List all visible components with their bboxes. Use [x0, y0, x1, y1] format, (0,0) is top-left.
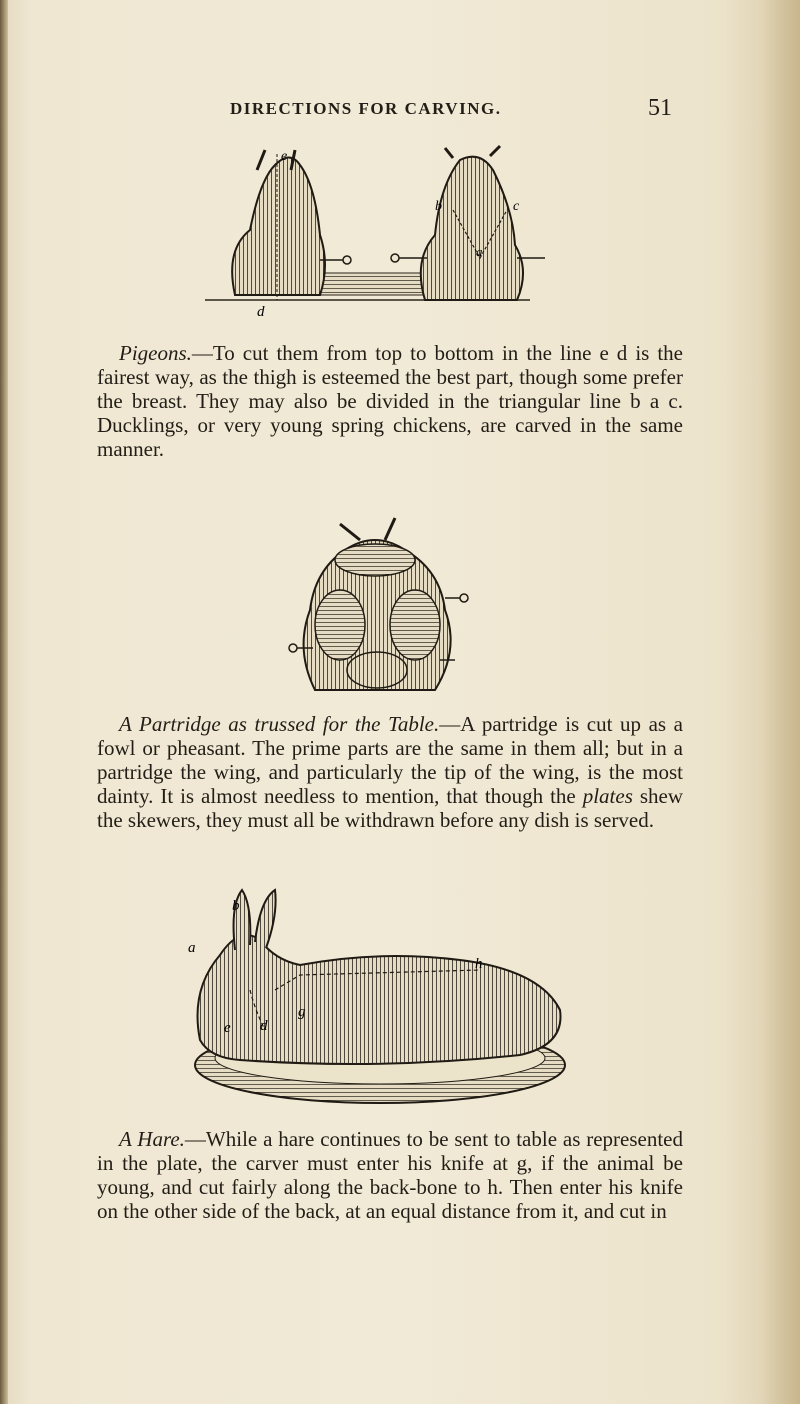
pigeons-caption: Pigeons. [119, 341, 192, 365]
partridge-text-1: —A partridge is cut up as a fowl or pheasant. The prime parts are the same in them all; but in a partridge the wing, and particularly the tip of the wing, is the most dainty. It is almost needless to mention, that though the [97, 712, 683, 808]
fig1-label-d: d [257, 304, 265, 320]
fig3-label-e: e [224, 1020, 231, 1036]
fig1-label-b: b [435, 199, 442, 214]
running-head: DIRECTIONS FOR CARVING. [230, 99, 502, 118]
fig3-label-h: h [475, 956, 483, 972]
page-edge-stain [760, 0, 800, 1404]
partridge-caption: A Partridge as trussed for the Table. [119, 712, 440, 736]
partridge-paragraph [97, 712, 683, 832]
partridge-text-2: shew the skewers, they must all be withdrawn before any dish is served. [97, 784, 683, 832]
partridge-engraving [275, 510, 495, 700]
fig3-label-a: a [188, 940, 196, 956]
fig3-label-d: d [260, 1018, 268, 1034]
pigeons-text: —To cut them from top to bottom in the line e d is the fairest way, as the thigh is esteemed the best part, though some prefer the breast. They may also be divided in the triangular line b a c. Ducklings, or very young spring chickens, are carved in the same manner. [97, 341, 683, 461]
pigeons-paragraph [97, 341, 683, 461]
fig1-label-a: a [476, 244, 483, 259]
fig3-label-b: b [232, 898, 240, 914]
page-binding-edge [0, 0, 8, 1404]
hare-caption: A Hare. [119, 1127, 185, 1151]
fig1-label-c: c [513, 199, 520, 214]
fig1-label-e: e [281, 149, 288, 164]
page-number: 51 [648, 95, 672, 121]
page-header [230, 95, 680, 125]
hare-paragraph [97, 1127, 683, 1223]
partridge-emphasis: plates [582, 784, 633, 808]
fig3-label-g: g [298, 1004, 306, 1020]
partridge-drawing [289, 518, 468, 690]
pigeons-engraving [195, 140, 575, 320]
hare-text: —While a hare continues to be sent to table as represented in the plate, the carver must enter his knife at g, if the animal be young, and cut fairly along the back-bone to h. Then enter his knife on the other side of the back, at an equal distance from it, and cut in [97, 1127, 683, 1223]
hare-engraving [180, 880, 580, 1110]
hare-drawing [198, 890, 561, 1064]
